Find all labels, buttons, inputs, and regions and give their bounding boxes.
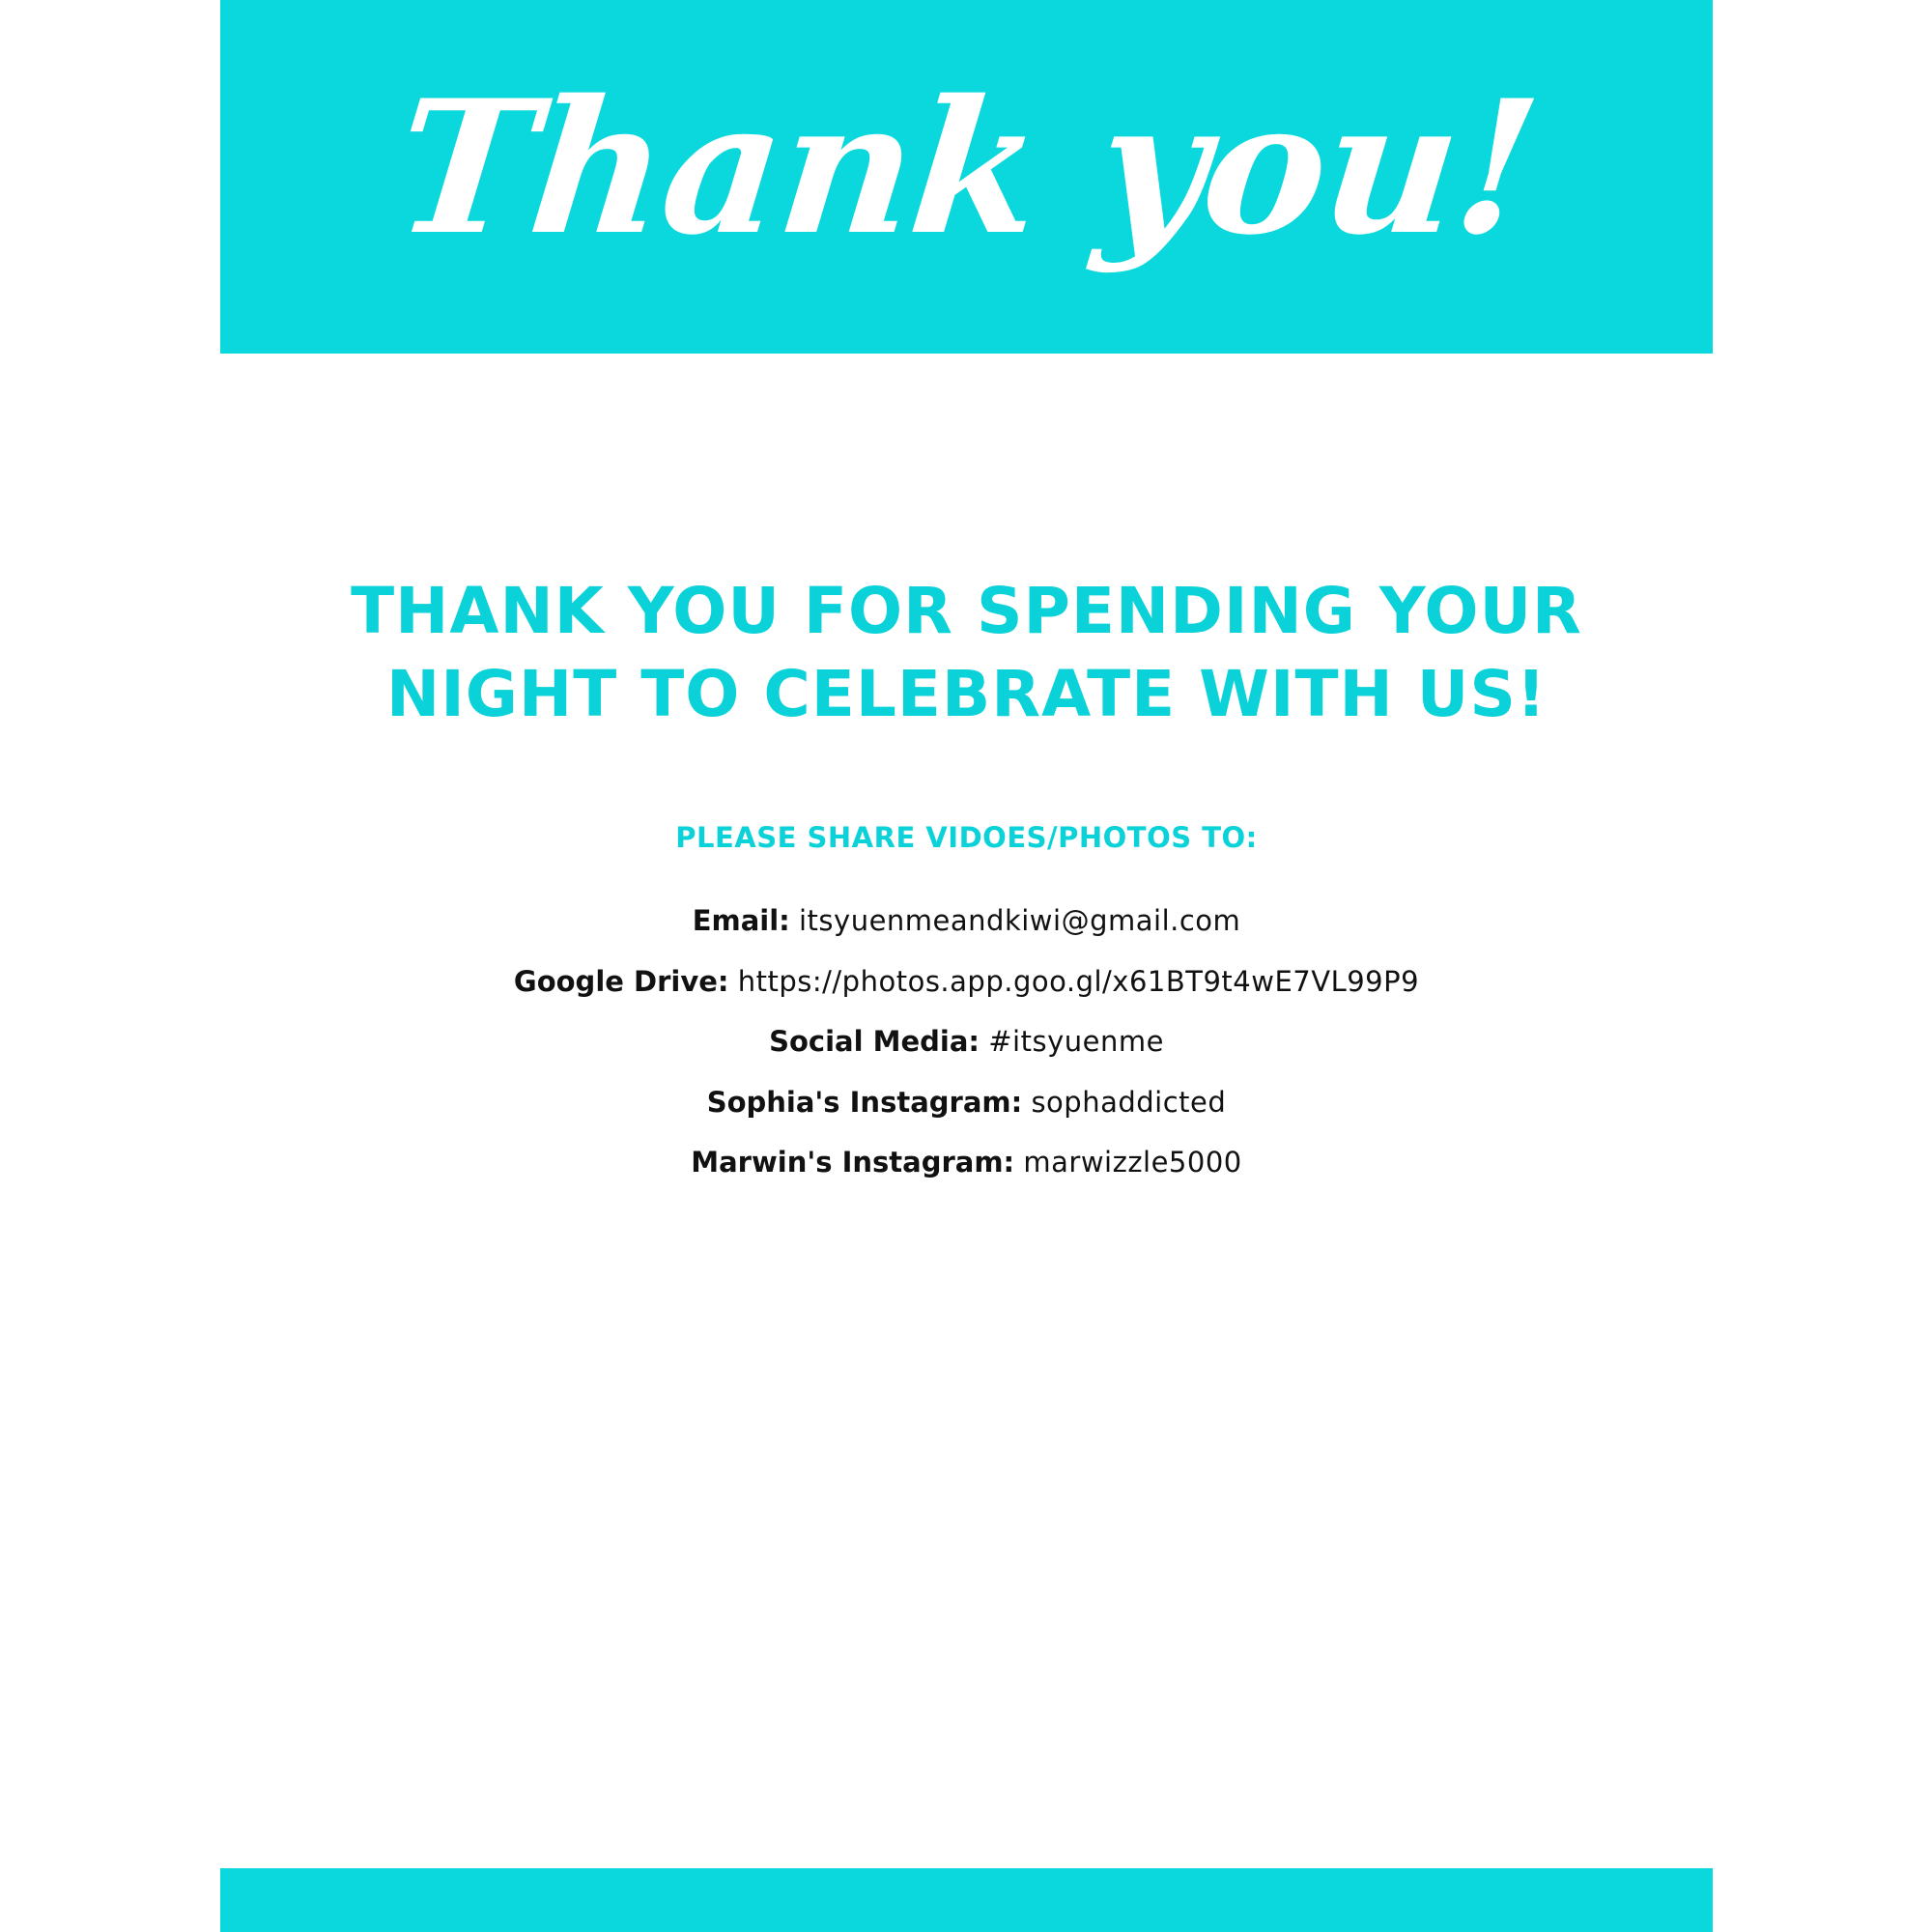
share-heading: PLEASE SHARE VIDOES/PHOTOS TO: — [675, 821, 1258, 854]
contact-social-media — [220, 1011, 1713, 1072]
contact-marwin-instagram — [220, 1132, 1713, 1193]
contact-marwin-instagram-handle: marwizzle5000 — [1023, 1146, 1242, 1179]
top-banner — [220, 0, 1713, 354]
contact-social-media-label: Social Media: — [769, 1025, 980, 1058]
headline-line-1: THANK YOU FOR SPENDING YOUR — [351, 574, 1582, 648]
thank-you-script-title: Thank you! — [386, 59, 1547, 275]
contact-email — [220, 891, 1713, 952]
headline-line-2: NIGHT TO CELEBRATE WITH US! — [386, 657, 1547, 731]
contact-marwin-instagram-label: Marwin's Instagram: — [691, 1146, 1015, 1179]
contact-email-label: Email: — [692, 904, 790, 937]
contact-google-drive-link[interactable]: https://photos.app.goo.gl/x61BT9t4wE7VL99P9 — [737, 964, 1420, 998]
contact-social-media-hashtag: #itsyuenme — [988, 1025, 1164, 1058]
contact-email-value[interactable]: itsyuenmeandkiwi@gmail.com — [799, 904, 1241, 937]
contact-sophia-instagram-handle: sophaddicted — [1031, 1085, 1227, 1119]
contact-google-drive — [220, 952, 1713, 1012]
thank-you-headline — [220, 570, 1713, 736]
contact-list — [220, 891, 1713, 1193]
contact-sophia-instagram-label: Sophia's Instagram: — [706, 1085, 1023, 1119]
contact-sophia-instagram — [220, 1072, 1713, 1133]
contact-google-drive-label: Google Drive: — [513, 964, 729, 998]
bottom-banner — [220, 1868, 1713, 1932]
